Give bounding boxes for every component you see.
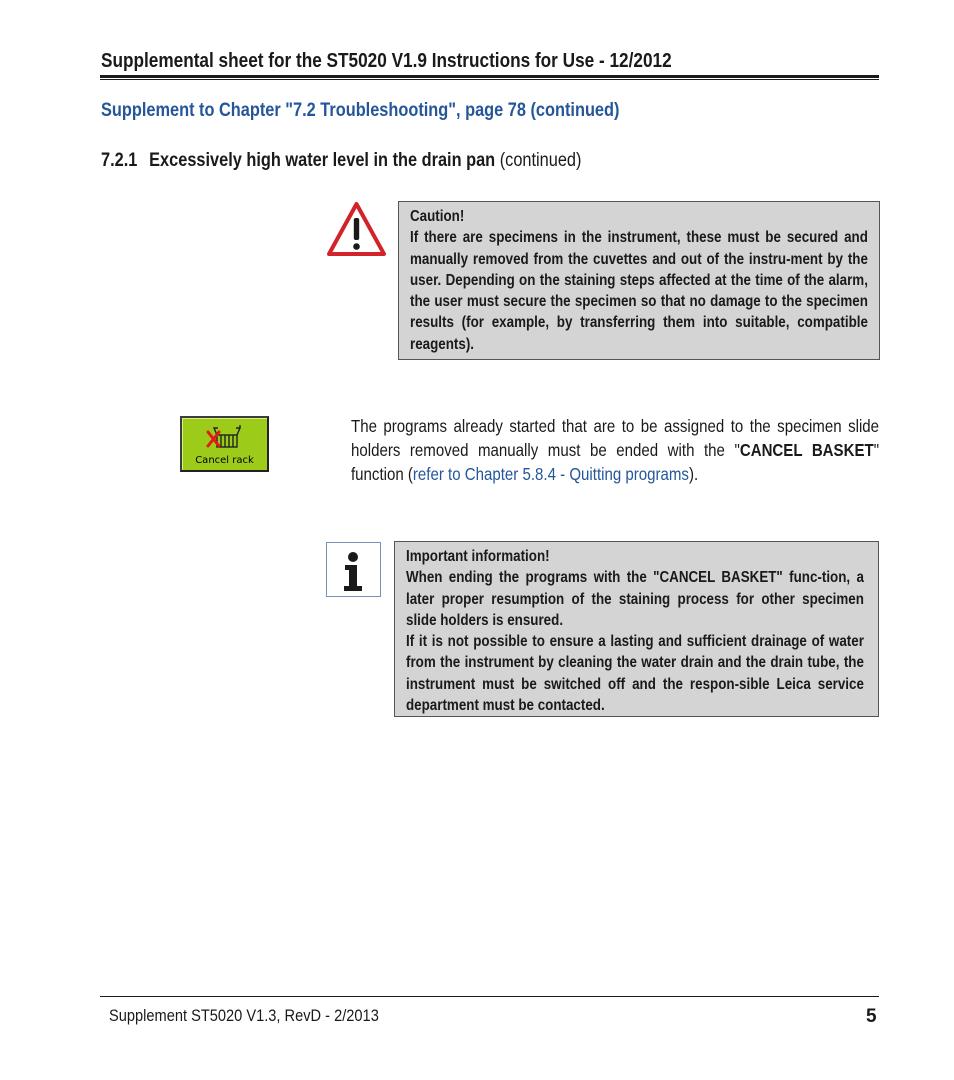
header-rule — [100, 75, 879, 78]
info-text-2: If it is not possible to ensure a lasting and sufficient drainage of water from the instrument by cleaning the water drain and the drain tube, the instrument must be switched off and the respon-sible Leica service department must be contacted. — [406, 633, 864, 715]
cancel-basket-term: CANCEL BASKET — [739, 440, 874, 460]
document-header-title: Supplemental sheet for the ST5020 V1.9 Instructions for Use - 12/2012 — [101, 50, 672, 72]
page-number: 5 — [866, 1006, 877, 1027]
caution-heading: Caution! — [410, 208, 465, 225]
rack-cancel-icon — [204, 424, 248, 454]
caution-text: If there are specimens in the instrument, these must be secured and manually removed from the cuvettes and out of the instru-ment by the user. Depending on the staining steps affected at the time of the alarm, the user must secure the specimen so that no damage to the specimen results (for example, by transferring them into suitable, compatible reagents). — [410, 229, 868, 353]
section-suffix: (continued) — [499, 150, 582, 171]
info-box — [394, 541, 879, 717]
cancel-rack-button[interactable] — [180, 416, 269, 472]
chapter-link[interactable]: refer to Chapter 5.8.4 - Quitting programs — [412, 464, 689, 484]
section-title: Excessively high water level in the drain pan — [149, 150, 496, 171]
header-rule-thin — [100, 79, 879, 80]
section-number: 7.2.1 — [101, 150, 138, 171]
instruction-paragraph: The programs already started that are to be assigned to the specimen slide holders removed manually must be ended with the "CANCEL BASKET" function (refer to Chapter 5.8.4 - Quitting programs). — [351, 416, 880, 484]
section-heading — [101, 150, 660, 172]
warning-triangle-icon — [326, 201, 387, 257]
footer-rule — [100, 996, 879, 997]
info-text-1: When ending the programs with the "CANCEL BASKET" func-tion, a later proper resumption of the staining process for other specimen slide holders is ensured. — [406, 569, 864, 629]
info-heading: Important information! — [406, 548, 550, 565]
info-icon — [326, 542, 381, 597]
cancel-rack-label: Cancel rack — [195, 455, 254, 466]
supplement-title: Supplement to Chapter "7.2 Troubleshooting", page 78 (continued) — [101, 100, 620, 121]
caution-box — [398, 201, 880, 360]
footer-text: Supplement ST5020 V1.3, RevD - 2/2013 — [109, 1006, 379, 1025]
